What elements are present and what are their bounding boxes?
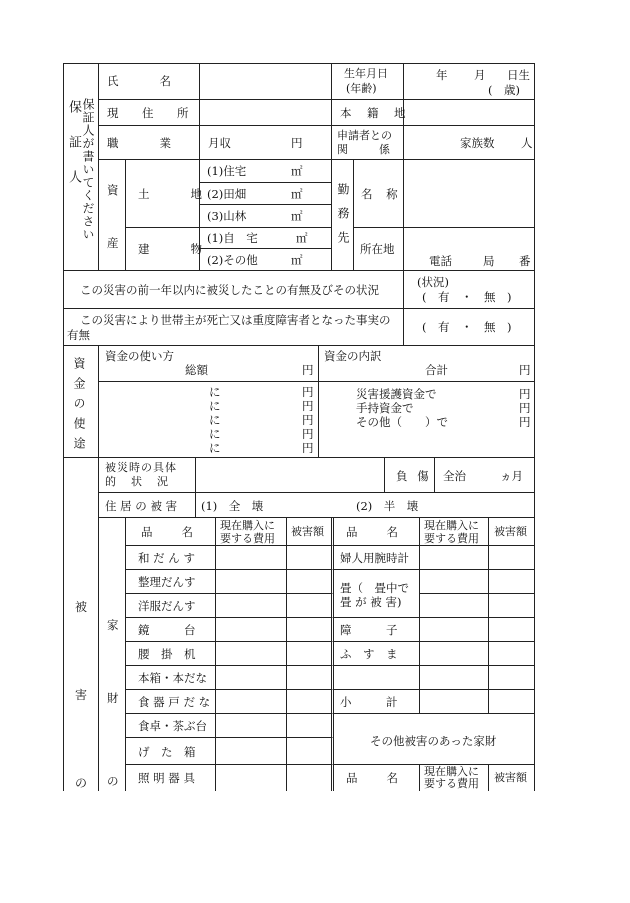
left-item-4: 鏡 台 (138, 623, 196, 637)
left-cost-5[interactable] (216, 642, 287, 666)
funds-usage-ni-3: に (209, 413, 221, 427)
building-home-unit: ㎡ (296, 231, 308, 245)
house-option-half: (2) 半 壊 (356, 499, 419, 513)
assets-label-2: 産 (107, 236, 119, 250)
right-subtotal-label: 小 計 (340, 695, 398, 709)
right-cost-1[interactable] (420, 546, 489, 570)
funds-breakdown-divider (319, 381, 535, 382)
death-options: ( 有 ・ 無 ) (422, 320, 512, 334)
land-housing-label: (1)住宅 (207, 164, 247, 178)
land-label: 土 地 (138, 187, 208, 201)
damage-side-char-3: の (75, 776, 88, 790)
left-item-6: 本箱・本だな (138, 671, 207, 685)
left-cost-1[interactable] (216, 546, 287, 570)
left-loss-4[interactable] (287, 618, 334, 642)
right-loss-4[interactable] (489, 618, 535, 642)
income-label: 月収 (208, 136, 231, 150)
funds-usage-yen-2: 円 (302, 399, 314, 413)
other-col-cost-1: 現在購入に (424, 765, 479, 778)
left-col-cost-2: 要する費用 (220, 532, 275, 545)
right-col-loss: 被害額 (494, 525, 527, 538)
right-loss-2[interactable] (489, 570, 535, 594)
domicile-field[interactable] (404, 100, 535, 126)
right-loss-1[interactable] (489, 546, 535, 570)
right-cost-3[interactable] (420, 594, 489, 618)
name-label: 氏 名 (107, 74, 177, 88)
left-item-8: 食卓・茶ぶ台 (138, 719, 207, 733)
phone-label: 電話 (429, 254, 452, 268)
funds-usage-ni-1: に (209, 385, 221, 399)
left-item-9: げ た 箱 (138, 745, 196, 759)
injury-value: 全治 (443, 469, 466, 483)
work-name-field[interactable] (404, 160, 535, 228)
name-field[interactable] (200, 63, 332, 100)
funds-usage-yen-5: 円 (302, 441, 314, 455)
age-unit: ( 歳) (488, 83, 520, 97)
left-col-cost-1: 現在購入に (220, 519, 275, 532)
work-address-label: 所在地 (360, 242, 395, 256)
right-cost-6[interactable] (420, 666, 489, 690)
funds-source-1: 災害援護資金で (356, 387, 437, 401)
house-option-total: (1) 全 壊 (201, 499, 264, 513)
assets-label-cell (99, 160, 126, 271)
address-label: 現 住 所 (107, 106, 195, 120)
work-name-label: 名 称 (361, 187, 403, 201)
funds-side-label: 資金の使途 (72, 357, 86, 457)
damage-side-cell (63, 458, 99, 791)
left-loss-8[interactable] (287, 714, 334, 738)
left-loss-6[interactable] (287, 666, 334, 690)
birth-day: 日生 (507, 68, 530, 82)
left-cost-6[interactable] (216, 666, 287, 690)
funds-usage-yen-3: 円 (302, 413, 314, 427)
phone-number: 番 (519, 254, 531, 268)
right-item-5: ふ す ま (340, 647, 398, 661)
funds-usage-ni-5: に (209, 441, 221, 455)
injury-months: ヵ月 (500, 469, 523, 483)
house-damage-label: 住 居 の 被 害 (105, 499, 178, 513)
funds-total-yen: 円 (302, 363, 314, 377)
household-char-2: 財 (107, 691, 119, 705)
left-loss-10[interactable] (287, 765, 334, 791)
left-cost-10[interactable] (216, 765, 287, 791)
household-char-3: の (107, 774, 119, 788)
funds-source-2-yen: 円 (519, 401, 531, 415)
land-housing-unit: ㎡ (291, 164, 303, 178)
right-col-item: 品 名 (346, 525, 400, 539)
funds-usage-ni-4: に (209, 427, 221, 441)
right-cost-2[interactable] (420, 570, 489, 594)
work-address-field[interactable] (404, 228, 535, 271)
history-options: ( 有 ・ 無 ) (422, 290, 512, 304)
left-cost-2[interactable] (216, 570, 287, 594)
left-loss-9[interactable] (287, 738, 334, 765)
left-item-3: 洋服だんす (138, 599, 196, 613)
injury-label: 負 傷 (396, 469, 432, 483)
building-home-label: (1)自 宅 (207, 231, 258, 245)
right-tatami-2: 畳 が 被 害) (340, 595, 402, 609)
land-forest-label: (3)山林 (207, 209, 247, 223)
right-item-1: 婦人用腕時計 (340, 551, 409, 565)
left-item-7: 食 器 戸 だ な (138, 695, 211, 709)
left-col-item: 品 名 (141, 525, 195, 539)
left-loss-5[interactable] (287, 642, 334, 666)
other-damage-label: その他被害のあった家財 (370, 734, 497, 748)
relation-label-2: 関 係 (337, 143, 393, 156)
damage-side-char-1: 被 (75, 600, 88, 614)
history-question: この災害の前一年以内に被災したことの有無及びその状況 (80, 283, 379, 297)
left-item-5: 腰 掛 机 (138, 647, 196, 661)
funds-sum-label: 合計 (425, 363, 448, 377)
land-field-label: (2)田畑 (207, 187, 247, 201)
left-loss-2[interactable] (287, 570, 334, 594)
funds-usage-yen-1: 円 (302, 385, 314, 399)
right-item-4: 障 子 (340, 623, 398, 637)
relation-label-1: 申請者との (337, 129, 392, 142)
other-col-cost-2: 要する費用 (424, 777, 479, 790)
household-char-1: 家 (107, 618, 119, 632)
income-yen: 円 (291, 136, 303, 150)
funds-usage-yen-4: 円 (302, 427, 314, 441)
phone-exchange: 局 (483, 254, 495, 268)
situation-label-1: 被災時の具体 (105, 461, 177, 474)
occupation-label: 職 業 (107, 136, 177, 150)
situation-field[interactable] (196, 458, 385, 493)
right-col-cost-1: 現在購入に (424, 519, 479, 532)
birth-label: 生年月日 (344, 67, 388, 80)
left-loss-1[interactable] (287, 546, 334, 570)
right-item-cell-6 (334, 666, 420, 690)
building-other-label: (2)その他 (207, 253, 258, 267)
land-field-unit: ㎡ (291, 187, 303, 201)
work-label: 勤務先 (336, 183, 350, 255)
situation-label-2: 的 状 況 (105, 475, 170, 488)
funds-source-3-yen: 円 (519, 415, 531, 429)
funds-breakdown-label: 資金の内訳 (324, 349, 382, 363)
history-status-label: (状況) (417, 275, 449, 289)
assets-label-1: 資 (107, 183, 119, 197)
right-loss-6[interactable] (489, 666, 535, 690)
right-loss-5[interactable] (489, 642, 535, 666)
left-cost-4[interactable] (216, 618, 287, 642)
left-col-loss: 被害額 (291, 525, 324, 538)
left-item-2: 整理だんす (138, 575, 196, 589)
death-question-2: 有無 (67, 328, 90, 342)
funds-usage-ni-2: に (209, 399, 221, 413)
building-other-unit: ㎡ (291, 253, 303, 267)
other-col-loss: 被害額 (494, 771, 527, 784)
left-cost-9[interactable] (216, 738, 287, 765)
right-tatami-1: 畳（ 畳中で (340, 581, 409, 595)
age-label: (年齢) (346, 82, 377, 95)
funds-source-3: その他（ ）で (356, 415, 448, 429)
right-col-cost-2: 要する費用 (424, 532, 479, 545)
left-loss-7[interactable] (287, 690, 334, 714)
left-cost-3[interactable] (216, 594, 287, 618)
other-col-item: 品 名 (346, 771, 400, 785)
family-unit: 人 (521, 136, 533, 150)
left-item-10: 照 明 器 具 (138, 771, 195, 785)
right-cost-5[interactable] (420, 642, 489, 666)
land-forest-unit: ㎡ (291, 209, 303, 223)
left-item-1: 和 だ ん す (138, 551, 195, 565)
right-cost-4[interactable] (420, 618, 489, 642)
left-loss-3[interactable] (287, 594, 334, 618)
damage-side-char-2: 害 (75, 688, 88, 702)
funds-usage-divider (99, 381, 319, 382)
domicile-label: 本 籍 地 (340, 106, 408, 120)
family-label: 家族数 (460, 136, 495, 150)
left-cost-7[interactable] (216, 690, 287, 714)
household-side-cell (99, 518, 126, 791)
right-subtotal-loss[interactable] (489, 690, 535, 714)
funds-source-1-yen: 円 (519, 387, 531, 401)
left-cost-8[interactable] (216, 714, 287, 738)
right-loss-3[interactable] (489, 594, 535, 618)
guarantor-side-label: 保証人 (66, 100, 81, 205)
birth-year: 年 (436, 68, 448, 82)
funds-total-label: 総額 (185, 363, 208, 377)
address-field[interactable] (200, 100, 332, 126)
building-label: 建 物 (138, 242, 208, 256)
birth-month: 月 (474, 68, 486, 82)
death-question-1: この災害により世帯主が死亡又は重度障害者となった事実の (80, 313, 391, 327)
funds-source-2: 手持資金で (356, 401, 414, 415)
funds-usage-label: 資金の使い方 (105, 349, 174, 363)
right-subtotal-cost[interactable] (420, 690, 489, 714)
funds-sum-yen: 円 (519, 363, 531, 377)
guarantor-instruction: 保証人が書いてください (81, 98, 95, 241)
